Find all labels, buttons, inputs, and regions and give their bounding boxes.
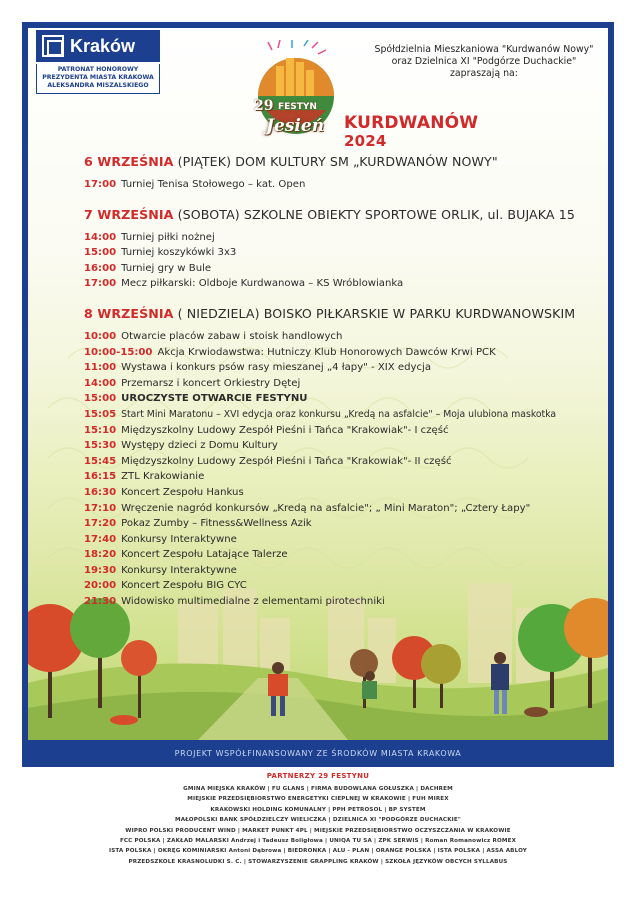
- krakow-logo-bar: [36, 30, 160, 62]
- event-time: 19:30: [84, 564, 117, 576]
- partner-line: KRAKOWSKI HOLDING KOMUNALNY | PPH PETROSOL | BP SYSTEM: [210, 806, 426, 813]
- event-text: Koncert Zespołu Hankus: [121, 486, 244, 498]
- event-time: 14:00: [84, 231, 117, 243]
- event-text: Turniej koszykówki 3x3: [121, 247, 237, 259]
- festival-logo: [252, 40, 342, 140]
- day-venue: (SOBOTA) SZKOLNE OBIEKTY SPORTOWE ORLIK, ul. BUJAKA 15: [173, 206, 575, 222]
- event-text: Akcja Krwiodawstwa: Hutniczy Klub Honorowych Dawców Krwi PCK: [157, 346, 496, 358]
- schedule: [84, 154, 604, 620]
- event-text: Wręczenie nagród konkursów „Kredą na asfalcie"; „ Mini Maraton"; „Cztery Łapy": [121, 502, 531, 514]
- event-text: Turniej Tenisa Stołowego – kat. Open: [121, 179, 306, 190]
- partners-title: PARTNERZY 29 FESTYNU: [266, 772, 370, 780]
- schedule-item: [84, 594, 604, 610]
- event-time: 17:00: [84, 278, 117, 290]
- schedule-item: [84, 438, 604, 454]
- event-title: [344, 114, 478, 150]
- schedule-item: [84, 391, 604, 407]
- day-venue: ( NIEDZIELA) BOISKO PIŁKARSKIE W PARKU KURDWANOWSKIM: [173, 305, 576, 321]
- festival-label: FESTYN: [278, 102, 317, 112]
- event-text: Otwarcie placów zabaw i stoisk handlowych: [121, 330, 343, 342]
- event-time: 18:20: [84, 549, 117, 561]
- event-time: 20:00: [84, 580, 117, 592]
- event-text: Przemarsz i koncert Orkiestry Dętej: [121, 377, 301, 389]
- day-heading: [84, 306, 604, 321]
- schedule-item: [84, 360, 604, 376]
- event-text: Wystawa i konkurs psów rasy mieszanej „4 łapy" - XIX edycja: [121, 362, 432, 374]
- event-time: 10:00: [84, 330, 117, 342]
- schedule-item: [84, 245, 604, 261]
- event-time: 16:15: [84, 471, 117, 483]
- patronage-line: PREZYDENTA MIASTA KRAKOWA: [42, 74, 154, 81]
- partners-section: [20, 772, 616, 867]
- schedule-item: [84, 563, 604, 579]
- event-time: 15:05: [84, 408, 117, 420]
- festival-edition: 29: [254, 98, 274, 114]
- partner-line: ISTA POLSKA | OKRĘG KOMINIARSKI Antoni Dąbrowa | BIEDRONKA | ALU - PLAN | ORANGE POLSKA | ISTA POLSKA | ASSA ABLOY: [108, 848, 528, 855]
- schedule-item: [84, 501, 604, 517]
- event-text: Start Mini Maratonu – XVI edycja oraz konkursu „Kredą na asfalcie" – Moja ulubiona maskotka: [121, 408, 557, 420]
- event-time: 17:40: [84, 533, 117, 545]
- event-text: Konkursy Interaktywne: [121, 564, 237, 576]
- schedule-item: [84, 516, 604, 532]
- day-heading: [84, 154, 604, 169]
- event-text: Konkursy Interaktywne: [121, 533, 237, 545]
- schedule-item: [84, 485, 604, 501]
- schedule-item: [84, 547, 604, 563]
- event-text: Występy dzieci z Domu Kultury: [121, 440, 278, 452]
- event-text: Mecz piłkarski: Oldboje Kurdwanowa – KS Wróblowianka: [121, 278, 404, 290]
- event-text: UROCZYSTE OTWARCIE FESTYNU: [121, 393, 308, 405]
- invite-line: zapraszają na:: [450, 68, 518, 79]
- schedule-item: [84, 532, 604, 548]
- schedule-item: [84, 423, 604, 439]
- cofunding-banner: PROJEKT WSPÓŁFINANSOWANY ZE ŚRODKÓW MIASTA KRAKOWA: [22, 740, 614, 767]
- event-time: 15:00: [84, 247, 117, 259]
- event-text: Koncert Zespołu Latające Talerze: [121, 549, 288, 561]
- partner-line: GMINA MIEJSKA KRAKÓW | FU GLANS | FIRMA BUDOWLANA GOŁUSZKA | DACHREM: [183, 786, 453, 792]
- poster: [28, 28, 608, 740]
- event-text: Turniej gry w Bule: [121, 262, 212, 274]
- partner-line: PRZEDSZKOLE KRASNOLUDKI S. C. | STOWARZYSZENIE GRAPPLING KRAKÓW | SZKOŁA JĘZYKÓW OBCYCH SYLLABUS: [128, 858, 508, 865]
- event-time: 14:00: [84, 377, 117, 389]
- partner-line: FCC POLSKA | ZAKŁAD MALARSKI Andrzej i Tadeusz Boligłowa | UNIQA TU SA | ZPK SERWIS | Roman Romanowicz ROMEX: [119, 838, 517, 845]
- schedule-item: [84, 376, 604, 392]
- day-block: [84, 207, 604, 292]
- invite-line: oraz Dzielnica XI "Podgórze Duchackie": [391, 56, 577, 67]
- schedule-item: [84, 230, 604, 246]
- day-venue: (PIĄTEK) DOM KULTURY SM „KURDWANÓW NOWY": [173, 154, 498, 169]
- event-time: 11:00: [84, 362, 117, 374]
- schedule-item: [84, 407, 604, 423]
- day-date: 6 WRZEŚNIA: [84, 154, 174, 169]
- patronage-line: PATRONAT HONOROWY: [57, 66, 139, 73]
- city-name: Kraków: [70, 35, 136, 56]
- event-time: 21:30: [84, 596, 117, 608]
- patronage-line: ALEKSANDRA MISZALSKIEGO: [47, 82, 149, 89]
- partner-line: WIPRO POLSKI PRODUCENT WIND | MARKET PUNKT 4PL | MIEJSKIE PRZEDSIĘBIORSTWO OCZYSZCZANIA W KRAKOWIE: [125, 827, 511, 834]
- schedule-item: [84, 454, 604, 470]
- partner-line: MAŁOPOLSKI BANK SPÓŁDZIELCZY WIELICZKA | DZIELNICA XI "PODGÓRZE DUCHACKIE": [175, 817, 461, 824]
- schedule-item: [84, 276, 604, 292]
- schedule-item: [84, 345, 604, 361]
- event-text: Widowisko multimedialne z elementami pirotechniki: [121, 596, 385, 608]
- event-text: Pokaz Zumby – Fitness&Wellness Azik: [121, 518, 312, 530]
- event-time: 17:20: [84, 518, 117, 530]
- partner-line: MIEJSKIE PRZEDSIĘBIORSTWO ENERGETYKI CIEPLNEJ W KRAKOWIE | FUH MIREX: [187, 796, 449, 803]
- schedule-item: [84, 329, 604, 345]
- invite-line: Spółdzielnia Mieszkaniowa "Kurdwanów Nowy": [374, 44, 594, 55]
- krakow-logo-icon: [42, 35, 64, 57]
- krakow-branding: [36, 30, 160, 96]
- event-text: Międzyszkolny Ludowy Zespół Pieśni i Tańca "Krakowiak"- I część: [121, 424, 449, 436]
- day-date: 8 WRZEŚNIA: [84, 305, 174, 321]
- event-text: Turniej piłki nożnej: [121, 231, 215, 243]
- day-block: [84, 154, 604, 193]
- honorary-patronage: [36, 64, 160, 94]
- event-time: 16:30: [84, 486, 117, 498]
- event-time: 15:00: [84, 393, 117, 405]
- event-time: 15:10: [84, 424, 117, 436]
- event-text: Koncert Zespołu BIG CYC: [121, 580, 247, 592]
- day-block: [84, 306, 604, 610]
- schedule-item: [84, 578, 604, 594]
- day-heading: [84, 207, 604, 222]
- event-time: 10:00-15:00: [84, 346, 153, 358]
- day-date: 7 WRZEŚNIA: [84, 206, 174, 222]
- event-year: 2024: [344, 132, 387, 150]
- schedule-item: [84, 469, 604, 485]
- event-time: 17:10: [84, 502, 117, 514]
- schedule-item: [84, 177, 604, 193]
- organizers-invite: [368, 44, 600, 80]
- event-time: 16:00: [84, 262, 117, 274]
- event-time: 17:00: [84, 179, 117, 190]
- event-time: 15:45: [84, 455, 117, 467]
- event-time: 15:30: [84, 440, 117, 452]
- event-text: ZTL Krakowianie: [121, 471, 205, 483]
- schedule-item: [84, 261, 604, 277]
- festival-season: Jesień: [266, 116, 325, 136]
- event-title-name: KURDWANÓW: [344, 113, 479, 133]
- event-text: Międzyszkolny Ludowy Zespół Pieśni i Tańca "Krakowiak"- II część: [121, 455, 452, 467]
